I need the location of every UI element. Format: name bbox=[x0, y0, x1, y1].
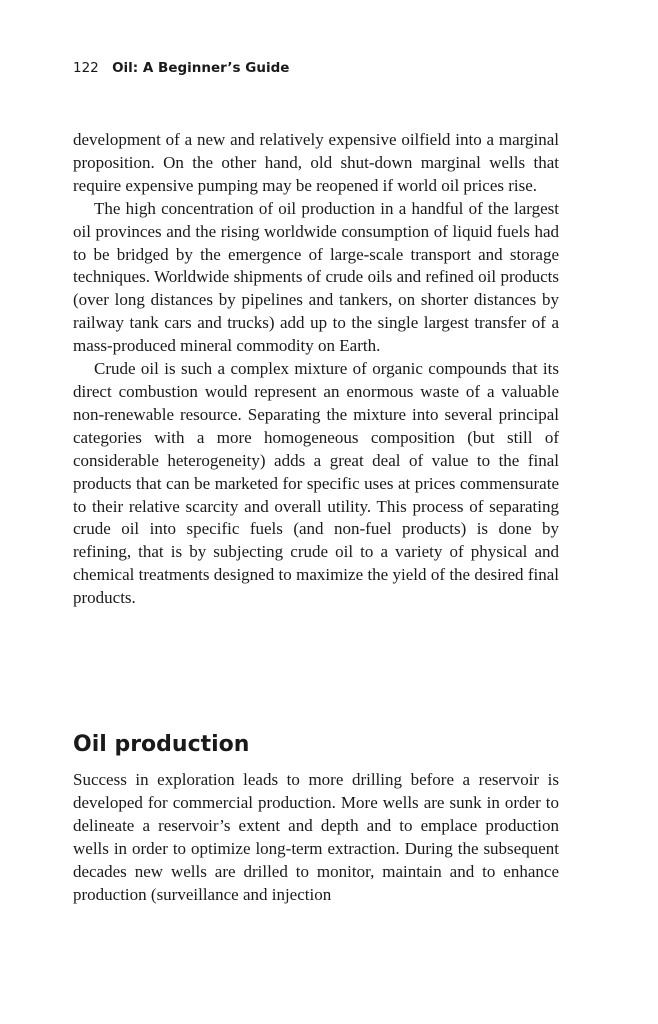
running-head bbox=[73, 59, 289, 77]
paragraph-oil-transport: The high concentration of oil production in a handful of the largest oil provinces and the rising worldwide consumption of liquid fuels had to be bridged by the emergence of large-scale transport and storage techniques. Worldwide shipments of crude oils and refined oil products (over long distances by pipelines and tankers, on shorter distances by railway tank cars and trucks) add up to the single largest transfer of a mass-produced mineral commodity on Earth. bbox=[73, 198, 559, 356]
section-heading: Oil production bbox=[73, 732, 250, 757]
paragraph-refining: Crude oil is such a complex mixture of organic compounds that its direct combustion would represent an enormous waste of a valuable non-renewable resource. Separating the mixture into several principal categories with a more homogeneous composition (but still of considerable heterogeneity) adds a great deal of value to the final products that can be marketed for specific uses at prices commensurate to their relative scarcity and overall utility. This process of separating crude oil into specific fuels (and non-fuel products) is done by refining, that is by subjecting crude oil to a variety of physical and chemical treatments designed to maximize the yield of the desired final products. bbox=[73, 359, 559, 608]
page-number: 122 bbox=[73, 60, 99, 76]
section-body bbox=[73, 769, 559, 906]
paragraph-oil-production: Success in exploration leads to more drilling before a reservoir is developed for commercial production. More wells are sunk in order to delineate a reservoir’s extent and depth and to emplace production wells in order to optimize long-term extraction. During the subsequent decades new wells are drilled to monitor, maintain and to enhance production (surveillance and injection bbox=[73, 770, 559, 904]
book-title: Oil: A Beginner’s Guide bbox=[112, 60, 290, 76]
body-text bbox=[73, 129, 559, 610]
paragraph-continued: development of a new and relatively expensive oilfield into a marginal proposition. On the other hand, old shut-down marginal wells that require expensive pumping may be reopened if world oil prices rise. bbox=[73, 130, 559, 195]
